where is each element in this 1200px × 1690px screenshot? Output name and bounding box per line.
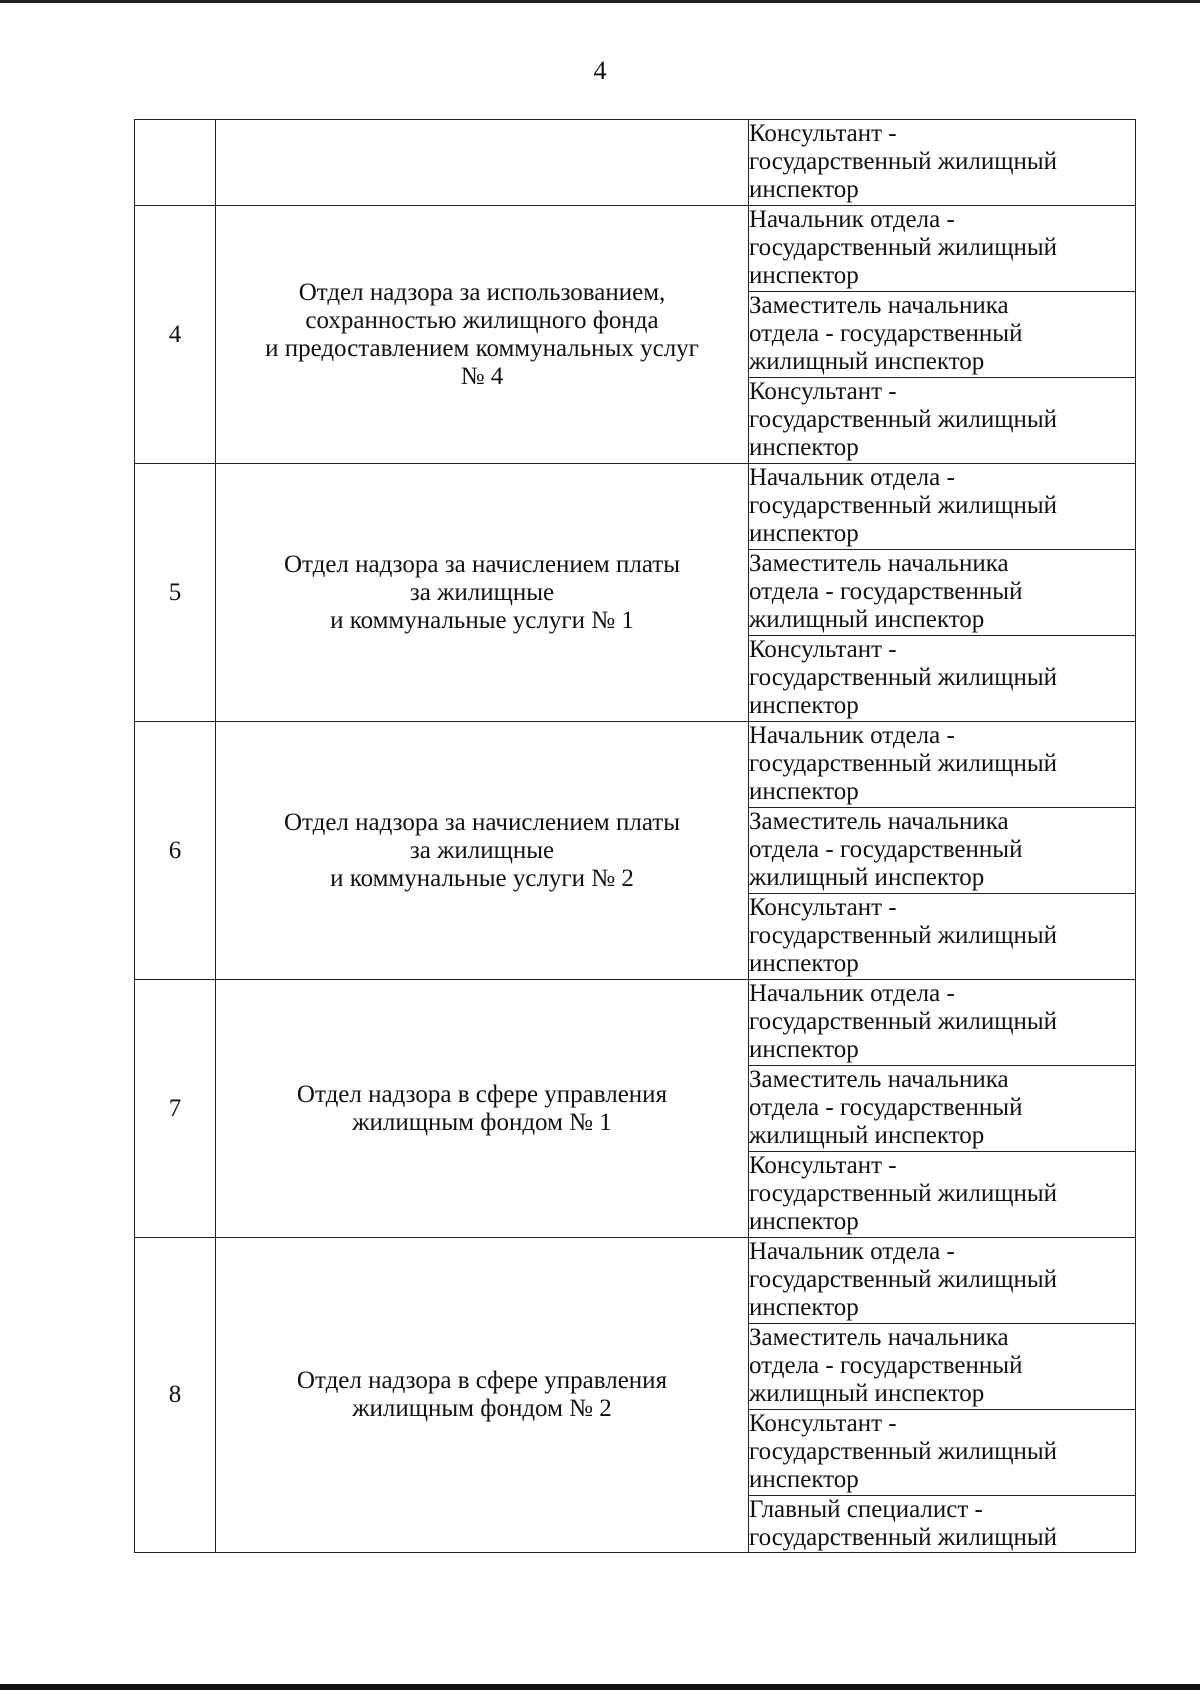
- department-name: Отдел надзора за начислением платы за жилищные и коммунальные услуги № 2: [216, 722, 749, 980]
- position-cell: Заместитель начальника отдела - государственный жилищный инспектор: [749, 808, 1136, 894]
- bottom-border: [0, 1684, 1200, 1690]
- table-row: [135, 1238, 1136, 1324]
- row-number: 8: [135, 1238, 216, 1553]
- position-cell: Заместитель начальника отдела - государственный жилищный инспектор: [749, 1324, 1136, 1410]
- position-cell: Консультант - государственный жилищный инспектор: [749, 1152, 1136, 1238]
- position-cell: Начальник отдела - государственный жилищный инспектор: [749, 464, 1136, 550]
- position-cell: Главный специалист - государственный жилищный: [749, 1496, 1136, 1553]
- top-border: [0, 0, 1200, 3]
- position-cell: Консультант - государственный жилищный инспектор: [749, 120, 1136, 206]
- department-name: Отдел надзора за начислением платы за жилищные и коммунальные услуги № 1: [216, 464, 749, 722]
- position-cell: Консультант - государственный жилищный инспектор: [749, 894, 1136, 980]
- position-cell: Консультант - государственный жилищный инспектор: [749, 636, 1136, 722]
- table-row: [135, 206, 1136, 292]
- row-number: 4: [135, 206, 216, 464]
- page-number: 4: [593, 56, 607, 85]
- table-row: [135, 722, 1136, 808]
- table-row: [135, 120, 1136, 206]
- position-cell: Заместитель начальника отдела - государственный жилищный инспектор: [749, 292, 1136, 378]
- position-cell: Консультант - государственный жилищный инспектор: [749, 1410, 1136, 1496]
- table-row: [135, 464, 1136, 550]
- department-name: Отдел надзора в сфере управления жилищным фондом № 1: [216, 980, 749, 1238]
- row-number: 7: [135, 980, 216, 1238]
- department-name: Отдел надзора за использованием, сохранностью жилищного фонда и предоставлением коммунальных услуг № 4: [216, 206, 749, 464]
- department-name: Отдел надзора в сфере управления жилищным фондом № 2: [216, 1238, 749, 1553]
- position-cell: Заместитель начальника отдела - государственный жилищный инспектор: [749, 550, 1136, 636]
- row-number: 5: [135, 464, 216, 722]
- department-name: [216, 120, 749, 206]
- position-cell: Консультант - государственный жилищный инспектор: [749, 378, 1136, 464]
- row-number: [135, 120, 216, 206]
- row-number: 6: [135, 722, 216, 980]
- table-row: [135, 980, 1136, 1066]
- position-cell: Заместитель начальника отдела - государственный жилищный инспектор: [749, 1066, 1136, 1152]
- position-cell: Начальник отдела - государственный жилищный инспектор: [749, 722, 1136, 808]
- staffing-table: [134, 119, 1136, 1553]
- position-cell: Начальник отдела - государственный жилищный инспектор: [749, 980, 1136, 1066]
- position-cell: Начальник отдела - государственный жилищный инспектор: [749, 1238, 1136, 1324]
- position-cell: Начальник отдела - государственный жилищный инспектор: [749, 206, 1136, 292]
